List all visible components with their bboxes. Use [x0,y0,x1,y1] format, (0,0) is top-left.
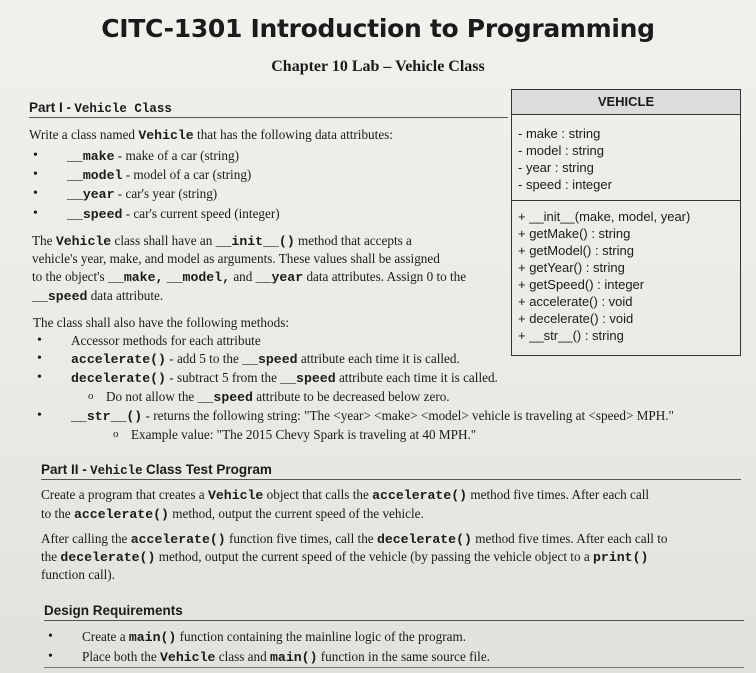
design-item-main: • Create a main() function containing the mainline logic of the program. [82,628,466,646]
part2-para2-line3: function call). [41,567,115,582]
design-item-single-file: • Place both the Vehicle class and main() function in the same source file. [82,648,490,666]
uml-attribute: - model : string [518,143,604,158]
part2-heading: Part II - Vehicle Class Test Program [41,462,272,478]
uml-method: + __str__() : string [518,328,624,343]
init-para-line4: __speed data attribute. [32,288,164,304]
document-title: CITC-1301 Introduction to Programming [101,14,655,43]
method-item-accessors: • Accessor methods for each attribute [71,332,261,349]
init-para-line3: to the object's __make, __model, and __year data attributes. Assign 0 to the [32,269,467,285]
uml-method: + getMake() : string [518,226,631,241]
uml-class-diagram [511,89,741,356]
part2-para2-line1: After calling the accelerate() function five times, call the decelerate() method five times. After each call to [41,531,668,547]
part1-heading: Part I - Vehicle Class [29,100,172,116]
uml-attribute: - speed : integer [518,177,612,192]
method-item-accelerate: • accelerate() - add 5 to the __speed attribute each time it is called. [71,350,460,368]
decelerate-subnote: o Do not allow the __speed attribute to be decreased below zero. [106,388,450,406]
attribute-item-speed: • __speed - car's current speed (integer) [67,205,280,223]
document-subtitle: Chapter 10 Lab – Vehicle Class [271,58,485,75]
uml-method: + getYear() : string [518,260,625,275]
part2-para1-line2: to the accelerate() method, output the current speed of the vehicle. [41,506,424,522]
method-item-str: • __str__() - returns the following string: "The <year> <make> <model> vehicle is traveling at <speed> MPH." [71,407,674,425]
methods-intro: The class shall also have the following methods: [33,315,290,330]
init-para-line2: vehicle's year, make, and model as arguments. These values shall be assigned [32,251,440,266]
bottom-rule [44,667,744,668]
part2-para1-line1: Create a program that creates a Vehicle object that calls the accelerate() method five times. After each call [41,487,650,503]
uml-class-name: VEHICLE [512,90,740,115]
uml-attribute: - make : string [518,126,601,141]
attribute-item-year: • __year - car's year (string) [67,185,217,203]
str-example: o Example value: "The 2015 Chevy Spark is traveling at 40 MPH." [131,426,476,443]
uml-method: + getSpeed() : integer [518,277,645,292]
part2-para2-line2: the decelerate() method, output the current speed of the vehicle (by passing the vehicle object to a print() [41,549,649,565]
uml-attribute: - year : string [518,160,594,175]
uml-method: + __init__(make, model, year) [518,209,691,224]
uml-method: + getModel() : string [518,243,634,258]
part2-rule [41,479,741,480]
attribute-item-model: • __model - model of a car (string) [67,166,251,184]
attribute-item-make: • __make - make of a car (string) [67,147,239,165]
uml-divider [512,200,740,201]
part1-intro: Write a class named Vehicle that has the following data attributes: [29,127,393,143]
method-item-decelerate: • decelerate() - subtract 5 from the __speed attribute each time it is called. [71,369,498,387]
uml-method: + accelerate() : void [518,294,633,309]
design-heading: Design Requirements [44,603,183,618]
uml-method: + decelerate() : void [518,311,634,326]
init-para-line1: The Vehicle class shall have an __init__() method that accepts a [32,233,412,249]
part1-rule [29,117,508,118]
design-rule [44,620,744,621]
